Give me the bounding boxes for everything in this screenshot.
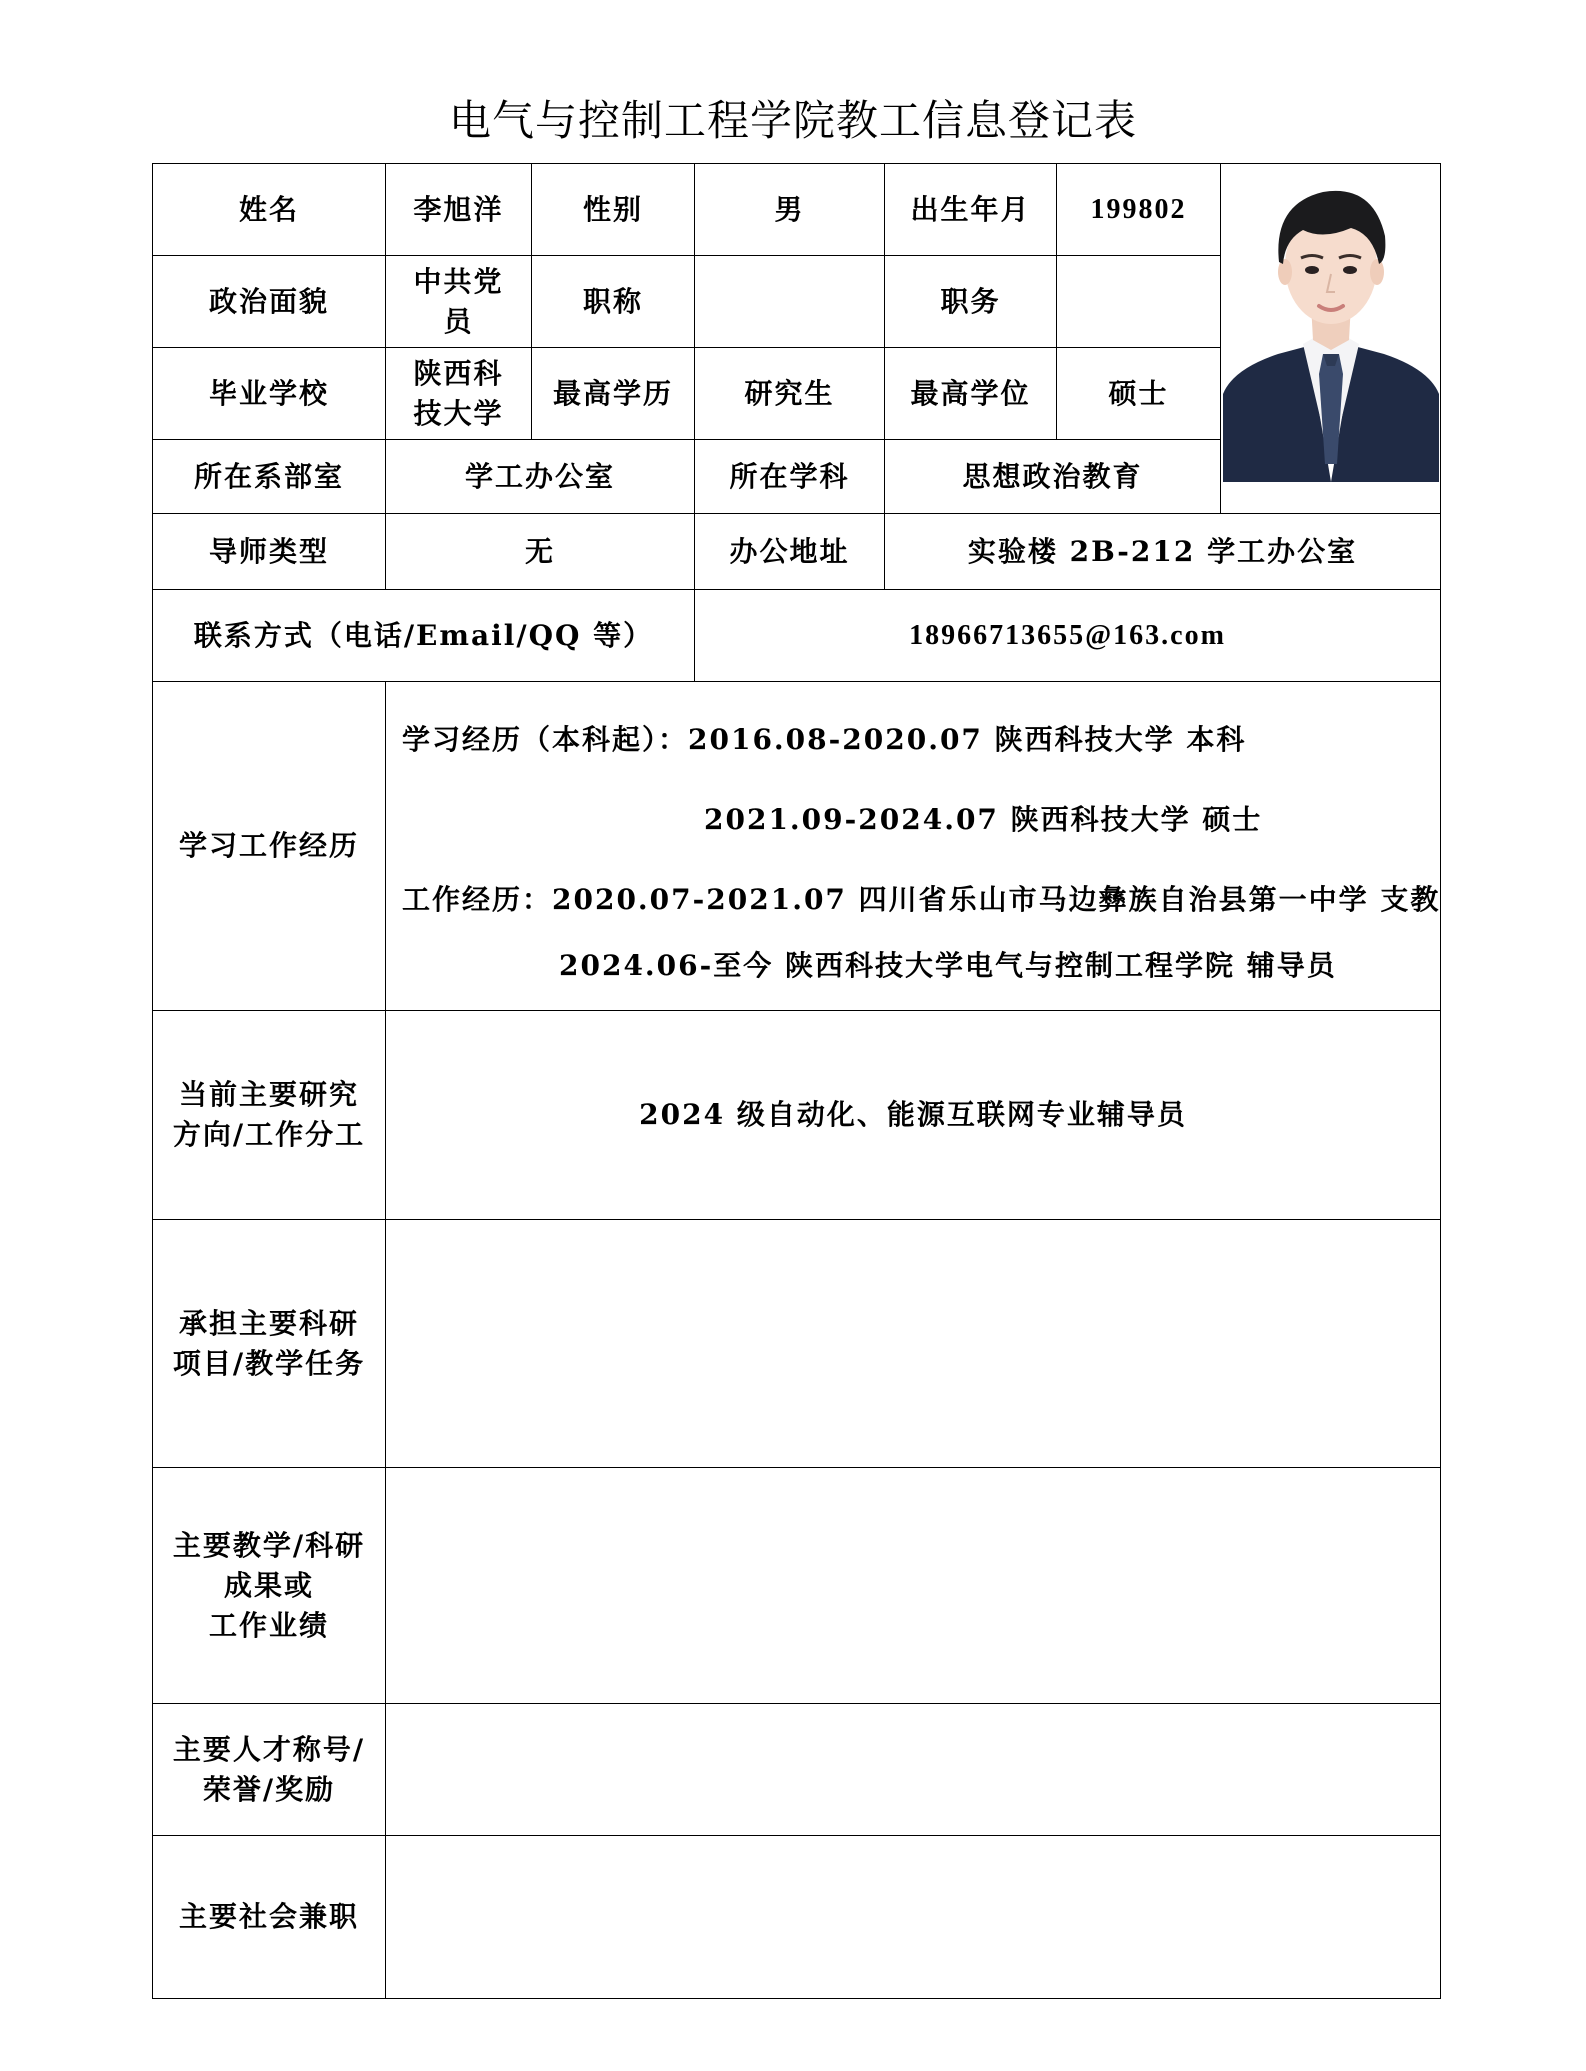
rank-value (695, 256, 885, 348)
achievements-label-line2: 成果或 (223, 1568, 314, 1602)
school-value (386, 348, 532, 440)
projects-label (153, 1220, 386, 1468)
registration-table (152, 163, 1441, 1999)
achievements-label (153, 1468, 386, 1704)
office-label: 办公地址 (695, 514, 885, 590)
honors-label-line1: 主要人才称号/ (172, 1732, 366, 1766)
rank-label: 职称 (532, 256, 695, 348)
achievements-label-line1: 主要教学/科研 (172, 1528, 366, 1562)
degree-value: 硕士 (1057, 348, 1221, 440)
politics-value-line2: 员 (443, 304, 474, 338)
degree-label: 最高学位 (885, 348, 1057, 440)
name-value: 李旭洋 (386, 164, 532, 256)
form-title: 电气与控制工程学院教工信息登记表 (448, 96, 1137, 145)
research-value: 2024 级自动化、能源互联网专业辅导员 (386, 1011, 1441, 1220)
school-label: 毕业学校 (153, 348, 386, 440)
department-label: 所在系部室 (153, 440, 386, 514)
mentor-value: 无 (386, 514, 695, 590)
mentor-label: 导师类型 (153, 514, 386, 590)
post-label: 职务 (885, 256, 1057, 348)
honors-label (153, 1704, 386, 1836)
department-value: 学工办公室 (386, 440, 695, 514)
projects-value (386, 1220, 1441, 1468)
honors-value (386, 1704, 1441, 1836)
projects-label-line1: 承担主要科研 (178, 1306, 359, 1340)
study-line-2: 2021.09-2024.07 陕西科技大学 硕士 (704, 803, 1263, 836)
gender-value: 男 (695, 164, 885, 256)
photo-cell (1221, 164, 1441, 514)
research-label-line2: 方向/工作分工 (172, 1118, 366, 1151)
social-label: 主要社会兼职 (153, 1836, 386, 1999)
projects-label-line2: 项目/教学任务 (172, 1346, 366, 1380)
education-value: 研究生 (695, 348, 885, 440)
post-value (1057, 256, 1221, 348)
birth-label: 出生年月 (885, 164, 1057, 256)
politics-value-line1: 中共党 (413, 264, 504, 298)
achievements-label-line3: 工作业绩 (208, 1608, 329, 1642)
achievements-value (386, 1468, 1441, 1704)
experience-label: 学习工作经历 (153, 682, 386, 1011)
contact-value: 18966713655@163.com (695, 590, 1441, 682)
office-value: 实验楼 2B-212 学工办公室 (885, 514, 1441, 590)
research-label (153, 1011, 386, 1220)
experience-content (386, 682, 1441, 1011)
social-value (386, 1836, 1441, 1999)
gender-label: 性别 (532, 164, 695, 256)
portrait-photo (1223, 164, 1439, 482)
politics-value (386, 256, 532, 348)
school-value-line1: 陕西科 (413, 356, 504, 390)
research-label-line1: 当前主要研究 (178, 1078, 359, 1111)
study-line-1: 学习经历（本科起）：2016.08-2020.07 陕西科技大学 本科 (402, 723, 1247, 756)
school-value-line2: 技大学 (413, 396, 504, 430)
work-line-1: 工作经历：2020.07-2021.07 四川省乐山市马边彝族自治县第一中学 支教 (402, 883, 1441, 916)
politics-label: 政治面貌 (153, 256, 386, 348)
work-line-2: 2024.06-至今 陕西科技大学电气与控制工程学院 辅导员 (559, 949, 1337, 982)
contact-label: 联系方式（电话/Email/QQ 等） (153, 590, 695, 682)
discipline-value: 思想政治教育 (885, 440, 1221, 514)
birth-value: 199802 (1057, 164, 1221, 256)
name-label: 姓名 (153, 164, 386, 256)
education-label: 最高学历 (532, 348, 695, 440)
discipline-label: 所在学科 (695, 440, 885, 514)
honors-label-line2: 荣誉/奖励 (202, 1772, 336, 1806)
